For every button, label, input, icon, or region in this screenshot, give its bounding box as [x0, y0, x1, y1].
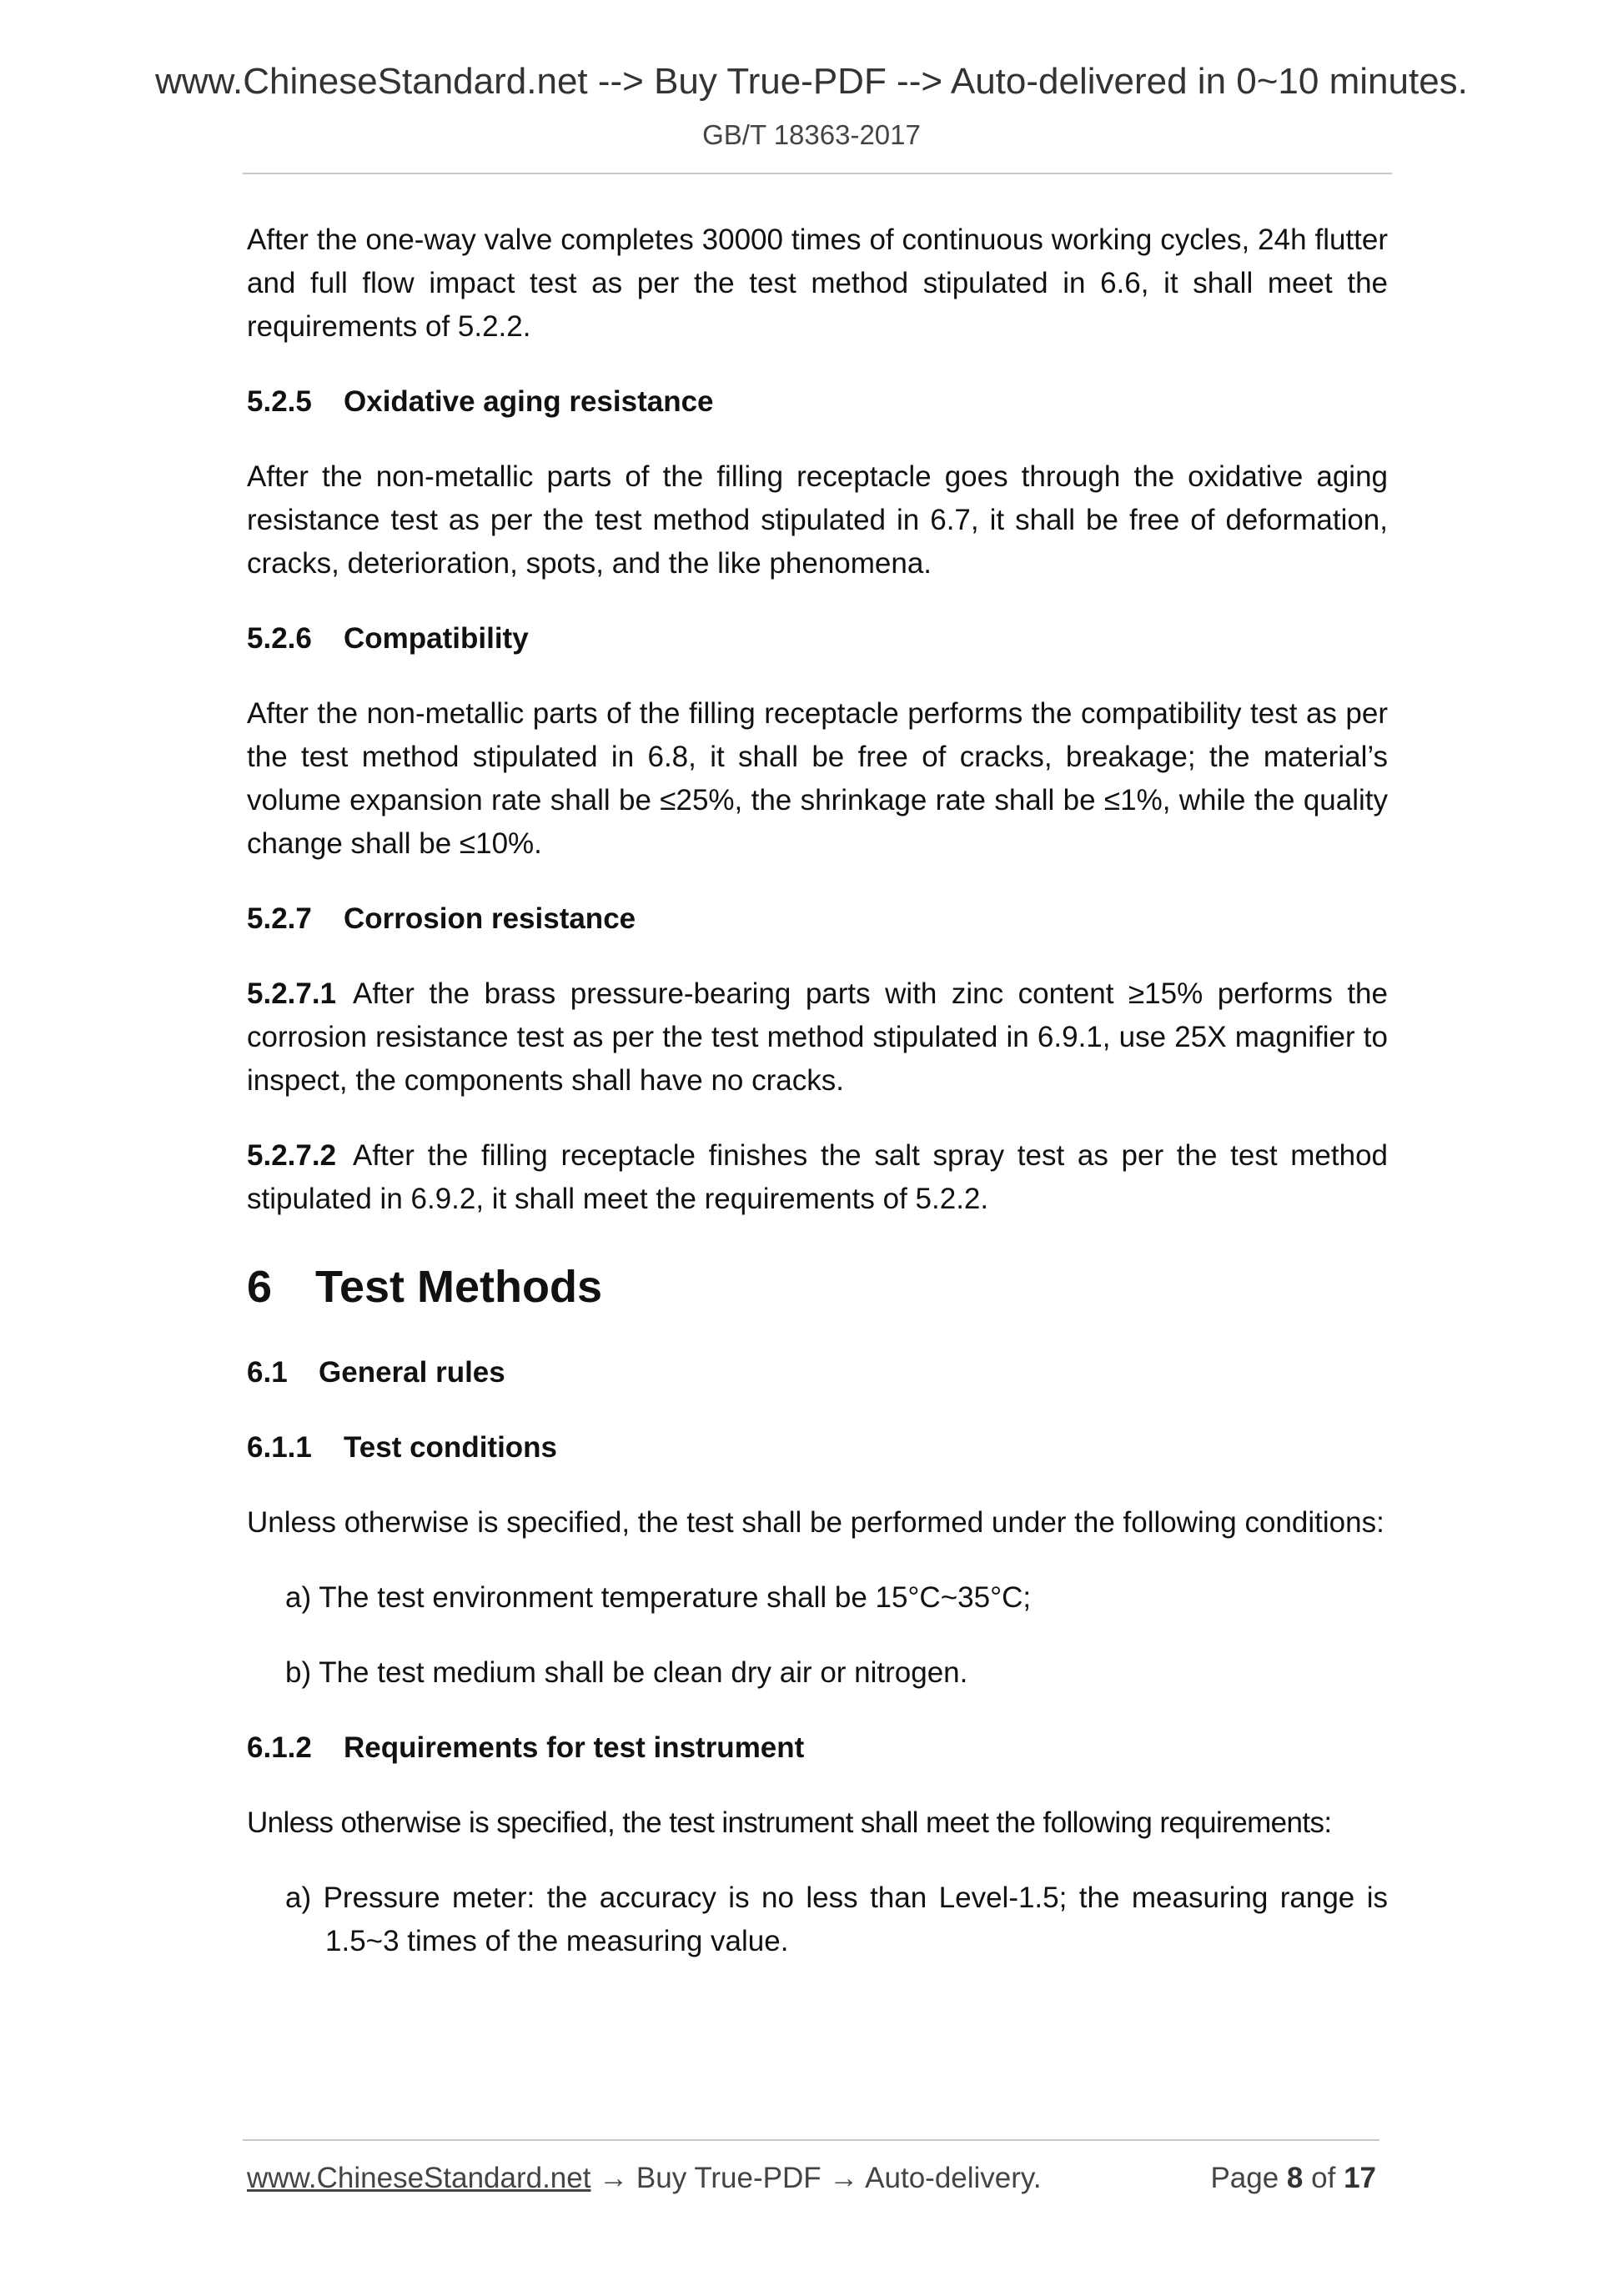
- heading-6-1-2: [247, 1726, 1388, 1770]
- heading-number: 5.2.6: [247, 622, 312, 655]
- of-word: of: [1311, 2162, 1336, 2194]
- paragraph-5-2-6: After the non-metallic parts of the filling receptacle performs the compatibility test as per the test method stipulated in 6.8, it shall be free of cracks, breakage; the material’s volume expansion rate shall be ≤25%, the shrinkage rate shall be ≤1%, while the quality change shall be ≤10%.: [247, 697, 1388, 860]
- clause-text: After the filling receptacle finishes the salt spray test as per the test method stipulated in 6.9.2, it shall meet the requirements of 5.2.2.: [247, 1139, 1388, 1215]
- list-item-a: a) The test environment temperature shall be 15°C~35°C;: [285, 1581, 1032, 1614]
- chapter-title: Test Methods: [315, 1262, 603, 1312]
- page-total: 17: [1344, 2162, 1376, 2194]
- heading-title: Test conditions: [344, 1431, 558, 1464]
- heading-title: Oxidative aging resistance: [344, 385, 714, 418]
- chapter-number: 6: [247, 1262, 273, 1312]
- page-indicator: [1210, 2158, 1376, 2198]
- footer-divider: [243, 2139, 1379, 2141]
- site-link[interactable]: www.ChineseStandard.net: [247, 2162, 591, 2194]
- footer-left: [247, 2158, 1042, 2198]
- heading-5-2-5: [247, 380, 1388, 424]
- heading-5-2-6: [247, 617, 1388, 661]
- clause-number: 5.2.7.2: [247, 1139, 337, 1172]
- footer-tagline: → Buy True-PDF → Auto-delivery.: [590, 2162, 1042, 2194]
- heading-6-1-1: [247, 1426, 1388, 1470]
- paragraph-6-1-1: Unless otherwise is specified, the test shall be performed under the following conditions:: [247, 1506, 1384, 1539]
- site-banner: www.ChineseStandard.net --> Buy True-PDF --> Auto-delivered in 0~10 minutes.: [155, 61, 1468, 102]
- page-word: Page: [1210, 2162, 1279, 2194]
- clause-number: 5.2.7.1: [247, 977, 337, 1010]
- list-item-b: b) The test medium shall be clean dry air or nitrogen.: [285, 1656, 968, 1689]
- clause-5-2-7-2: [247, 1134, 1388, 1221]
- standard-code: GB/T 18363-2017: [702, 119, 921, 150]
- heading-number: 6.1.2: [247, 1731, 312, 1764]
- heading-title: Corrosion resistance: [344, 902, 636, 935]
- heading-6-1: [247, 1351, 1388, 1394]
- chapter-heading-6: [247, 1258, 1388, 1316]
- heading-title: General rules: [319, 1356, 505, 1389]
- document-body: [247, 219, 1388, 1995]
- header-divider: [243, 173, 1392, 174]
- paragraph-6-1-2: Unless otherwise is specified, the test instrument shall meet the following requirements:: [247, 1806, 1332, 1839]
- heading-5-2-7: [247, 897, 1388, 941]
- heading-title: Requirements for test instrument: [344, 1731, 805, 1764]
- heading-number: 6.1.1: [247, 1431, 312, 1464]
- heading-number: 6.1: [247, 1356, 288, 1389]
- heading-title: Compatibility: [344, 622, 529, 655]
- heading-number: 5.2.7: [247, 902, 312, 935]
- clause-text: After the brass pressure-bearing parts with zinc content ≥15% performs the corrosion resistance test as per the test method stipulated in 6.9.1, use 25X magnifier to inspect, the components shall have no cracks.: [247, 977, 1388, 1097]
- list-item-a: a) Pressure meter: the accuracy is no less than Level-1.5; the measuring range is 1.5~3 times of the measuring value.: [285, 1882, 1388, 1957]
- heading-number: 5.2.5: [247, 385, 312, 418]
- clause-5-2-7-1: [247, 972, 1388, 1103]
- paragraph-5-2-5: After the non-metallic parts of the filling receptacle goes through the oxidative aging resistance test as per the test method stipulated in 6.7, it shall be free of deformation, cracks, deterioration, spots, and the like phenomena.: [247, 460, 1388, 580]
- page-number: 8: [1286, 2162, 1304, 2194]
- intro-paragraph: After the one-way valve completes 30000 times of continuous working cycles, 24h flutter and full flow impact test as per the test method stipulated in 6.6, it shall meet the requirements of 5.2.2.: [247, 224, 1388, 343]
